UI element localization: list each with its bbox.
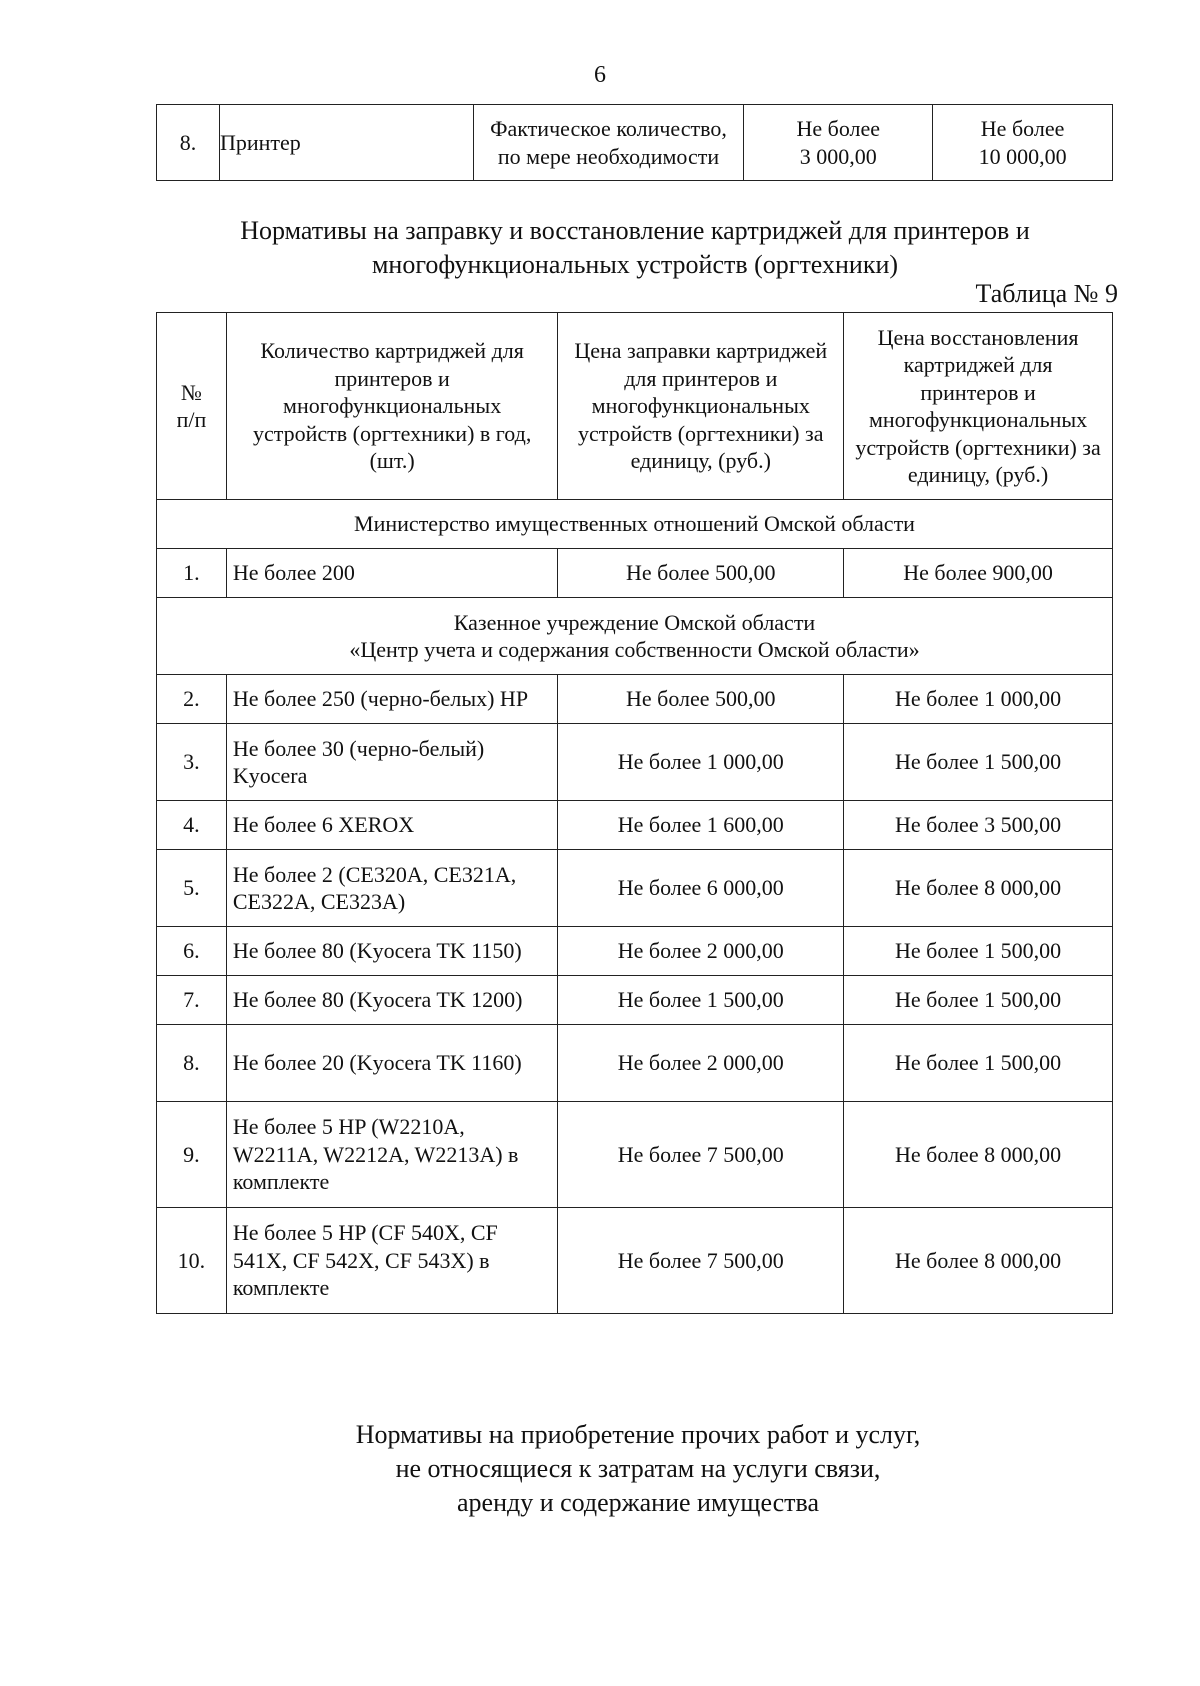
heading-line: Нормативы на приобретение прочих работ и услуг,: [355, 1420, 921, 1449]
row-restore-price: Не более 1 500,00: [844, 1025, 1113, 1102]
heading-line: не относящиеся к затратам на услуги связи,: [395, 1454, 881, 1483]
table-row: [157, 1208, 1113, 1314]
section-line: Казенное учреждение Омской области: [453, 609, 816, 635]
bottom-heading: [0, 1418, 1200, 1520]
row-quantity: Не более 250 (черно-белых) HP: [226, 675, 558, 724]
row-refill-price: Не более 1 500,00: [558, 976, 844, 1025]
row-number: 8.: [157, 1025, 227, 1102]
quantity-line: по мере необходимости: [497, 143, 720, 169]
row-refill-price: Не более 1 600,00: [558, 801, 844, 850]
table-number: Таблица № 9: [975, 279, 1118, 308]
section-title: [0, 214, 1200, 282]
row-quantity: Не более 30 (черно-белый) Kyocera: [226, 724, 558, 801]
table-row: [157, 927, 1113, 976]
row-restore-price: Не более 8 000,00: [844, 1102, 1113, 1208]
header-quantity: Количество картриджей для принтеров и многофункциональных устройств (оргтехники) в год, (шт.): [226, 313, 558, 500]
row-number: 7.: [157, 976, 227, 1025]
row-number: 3.: [157, 724, 227, 801]
table-row: [157, 976, 1113, 1025]
row-number: 10.: [157, 1208, 227, 1314]
row-number: 8.: [157, 105, 220, 181]
quantity-cell: [473, 105, 744, 181]
row-restore-price: Не более 1 500,00: [844, 927, 1113, 976]
header-restore-price: Цена восстановления картриджей для принтеров и многофункциональных устройств (оргтехники) за единицу, (руб.): [844, 313, 1113, 500]
row-quantity: Не более 2 (CE320A, CE321A, CE322A, CE323A): [226, 850, 558, 927]
section-row: [157, 500, 1113, 549]
price-cell: [933, 105, 1113, 181]
price-line: Не более: [796, 116, 881, 141]
row-number: 1.: [157, 549, 227, 598]
header-refill-price: Цена заправки картриджей для принтеров и многофункциональных устройств (оргтехники) за единицу, (руб.): [558, 313, 844, 500]
top-table: [156, 104, 1113, 181]
row-refill-price: Не более 2 000,00: [558, 1025, 844, 1102]
price-line: Не более: [980, 116, 1065, 141]
section-institution: [157, 598, 1113, 675]
row-refill-price: Не более 500,00: [558, 549, 844, 598]
row-number: 6.: [157, 927, 227, 976]
row-quantity: Не более 80 (Kyocera TK 1200): [226, 976, 558, 1025]
row-refill-price: Не более 1 000,00: [558, 724, 844, 801]
row-restore-price: Не более 1 000,00: [844, 675, 1113, 724]
row-number: 9.: [157, 1102, 227, 1208]
row-restore-price: Не более 8 000,00: [844, 1208, 1113, 1314]
table-row: [157, 724, 1113, 801]
quantity-line: Фактическое количество,: [490, 116, 727, 141]
section-row: [157, 598, 1113, 675]
row-quantity: Не более 5 HP (W2210A, W2211A, W2212A, W2213A) в комплекте: [226, 1102, 558, 1208]
header-number: [157, 313, 227, 500]
row-quantity: Не более 6 XEROX: [226, 801, 558, 850]
row-restore-price: Не более 1 500,00: [844, 976, 1113, 1025]
header-number-label: п/п: [176, 407, 207, 432]
item-name: Принтер: [219, 105, 473, 181]
table-row: [157, 801, 1113, 850]
page-number: 6: [594, 62, 606, 88]
row-number: 2.: [157, 675, 227, 724]
row-restore-price: Не более 3 500,00: [844, 801, 1113, 850]
header-number-symbol: №: [180, 379, 202, 405]
price-cell: [744, 105, 933, 181]
row-number: 4.: [157, 801, 227, 850]
row-number: 5.: [157, 850, 227, 927]
row-quantity: Не более 80 (Kyocera TK 1150): [226, 927, 558, 976]
price-line: 10 000,00: [978, 143, 1067, 169]
row-refill-price: Не более 500,00: [558, 675, 844, 724]
row-restore-price: Не более 8 000,00: [844, 850, 1113, 927]
row-restore-price: Не более 1 500,00: [844, 724, 1113, 801]
row-refill-price: Не более 7 500,00: [558, 1102, 844, 1208]
title-line: многофункциональных устройств (оргтехники): [371, 250, 899, 279]
table-row: [157, 549, 1113, 598]
row-refill-price: Не более 6 000,00: [558, 850, 844, 927]
cartridge-norms-table: [156, 312, 1113, 1314]
row-refill-price: Не более 7 500,00: [558, 1208, 844, 1314]
header-row: [157, 313, 1113, 500]
table-body: [157, 675, 1113, 1314]
title-line: Нормативы на заправку и восстановление картриджей для принтеров и: [240, 216, 1030, 245]
section-line: «Центр учета и содержания собственности Омской области»: [349, 637, 920, 662]
row-quantity: Не более 20 (Kyocera TK 1160): [226, 1025, 558, 1102]
heading-line: аренду и содержание имущества: [456, 1488, 820, 1517]
row-quantity: Не более 5 HP (CF 540X, CF 541X, CF 542X, CF 543X) в комплекте: [226, 1208, 558, 1314]
price-line: 3 000,00: [799, 143, 877, 169]
table-row: [157, 675, 1113, 724]
row-quantity: Не более 200: [226, 549, 558, 598]
row-refill-price: Не более 2 000,00: [558, 927, 844, 976]
section-ministry: Министерство имущественных отношений Омской области: [157, 500, 1113, 549]
table-row: [157, 1102, 1113, 1208]
table-row: [157, 1025, 1113, 1102]
row-restore-price: Не более 900,00: [844, 549, 1113, 598]
table-row: [157, 105, 1113, 181]
table-row: [157, 850, 1113, 927]
